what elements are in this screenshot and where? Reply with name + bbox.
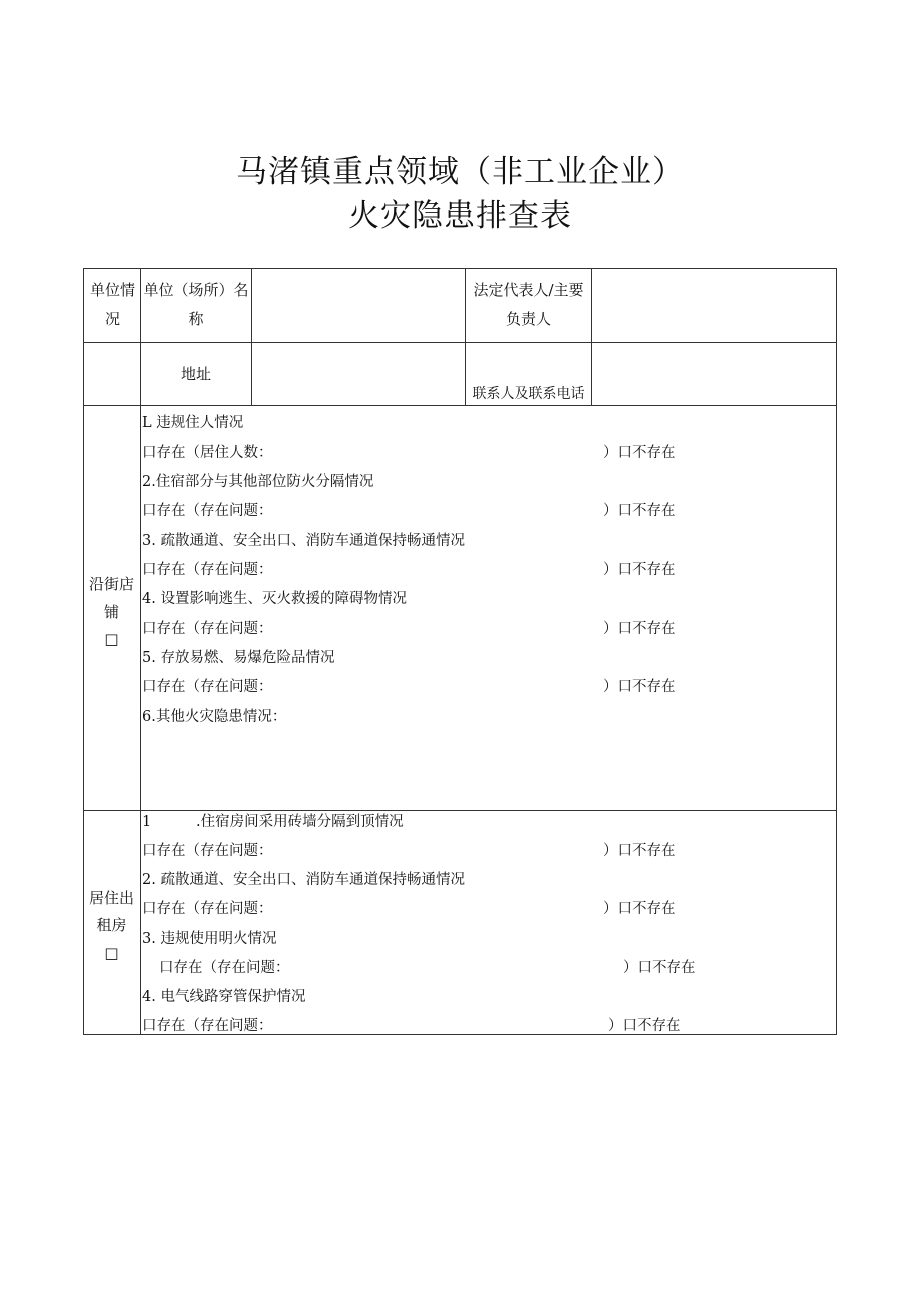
street-item1-not-exists-option[interactable]: ）口不存在 bbox=[603, 445, 676, 461]
street-item4-title: 4. 设置影响逃生、灭火救援的障碍物情况 bbox=[142, 591, 407, 607]
rental-item1-title: .住宿房间采用砖墙分隔到顶情况 bbox=[196, 814, 404, 830]
street-item5-title: 5. 存放易燃、易爆危险品情况 bbox=[142, 650, 335, 666]
rental-item4-not-exists-option[interactable]: ）口不存在 bbox=[608, 1018, 681, 1034]
street-item3-not-exists-option[interactable]: ）口不存在 bbox=[603, 562, 676, 578]
rental-item4-exists-option[interactable]: 口存在（存在问题： bbox=[142, 1018, 273, 1034]
street-item1-title: L 违规住人情况 bbox=[142, 415, 244, 431]
rental-item1-not-exists-option[interactable]: ）口不存在 bbox=[603, 843, 676, 859]
street-item5-not-exists-option[interactable]: ）口不存在 bbox=[603, 679, 676, 695]
rental-house-label-line1: 居住出 bbox=[88, 889, 134, 907]
street-item3-title: 3. 疏散通道、安全出口、消防车通道保持畅通情况 bbox=[142, 533, 465, 549]
rental-item2-title: 2. 疏散通道、安全出口、消防车通道保持畅通情况 bbox=[142, 872, 465, 888]
contact-label: 联系人及联系电话 bbox=[472, 386, 585, 402]
unit-name-field[interactable] bbox=[252, 269, 465, 342]
street-item2-not-exists-option[interactable]: ）口不存在 bbox=[603, 503, 676, 519]
street-item4-exists-option[interactable]: 口存在（存在问题： bbox=[142, 621, 273, 637]
rental-house-label-line2: 租房 bbox=[96, 916, 127, 934]
rental-item2-exists-option[interactable]: 口存在（存在问题： bbox=[142, 901, 273, 917]
unit-name-label: 单位（场所）名称 bbox=[143, 281, 249, 328]
unit-info-label: 单位情况 bbox=[89, 281, 135, 328]
rental-item3-not-exists-option[interactable]: ）口不存在 bbox=[623, 960, 696, 976]
street-shop-checkbox[interactable]: □ bbox=[104, 630, 119, 648]
street-item2-title: 2.住宿部分与其他部位防火分隔情况 bbox=[142, 474, 374, 490]
street-item4-not-exists-option[interactable]: ）口不存在 bbox=[603, 621, 676, 637]
street-item3-exists-option[interactable]: 口存在（存在问题： bbox=[142, 562, 273, 578]
address-label: 地址 bbox=[180, 364, 211, 383]
inspection-table bbox=[83, 268, 837, 1035]
rental-item1-number: 1 bbox=[142, 814, 152, 830]
rental-item3-title: 3. 违规使用明火情况 bbox=[142, 931, 277, 947]
legal-representative-field[interactable] bbox=[592, 269, 836, 342]
document-title-line2: 火灾隐患排查表 bbox=[348, 198, 572, 234]
rental-item2-not-exists-option[interactable]: ）口不存在 bbox=[603, 901, 676, 917]
street-item1-exists-option[interactable]: 口存在（居住人数： bbox=[142, 445, 273, 461]
street-item2-exists-option[interactable]: 口存在（存在问题： bbox=[142, 503, 273, 519]
legal-representative-label: 法定代表人/主要负责人 bbox=[473, 281, 584, 328]
contact-field[interactable] bbox=[592, 343, 836, 405]
street-shop-label-line2: 铺 bbox=[103, 603, 119, 621]
rental-item1-exists-option[interactable]: 口存在（存在问题： bbox=[142, 843, 273, 859]
rental-item4-title: 4. 电气线路穿管保护情况 bbox=[142, 989, 306, 1005]
rental-house-checkbox[interactable]: □ bbox=[104, 944, 119, 962]
rental-item3-exists-option[interactable]: 口存在（存在问题： bbox=[159, 960, 290, 976]
street-other-hazards: 6.其他火灾隐患情况： bbox=[142, 709, 287, 725]
address-field[interactable] bbox=[252, 343, 465, 405]
street-shop-label-line1: 沿街店 bbox=[88, 575, 134, 593]
street-item5-exists-option[interactable]: 口存在（存在问题： bbox=[142, 679, 273, 695]
document-title-line1: 马渚镇重点领域（非工业企业） bbox=[236, 154, 684, 190]
